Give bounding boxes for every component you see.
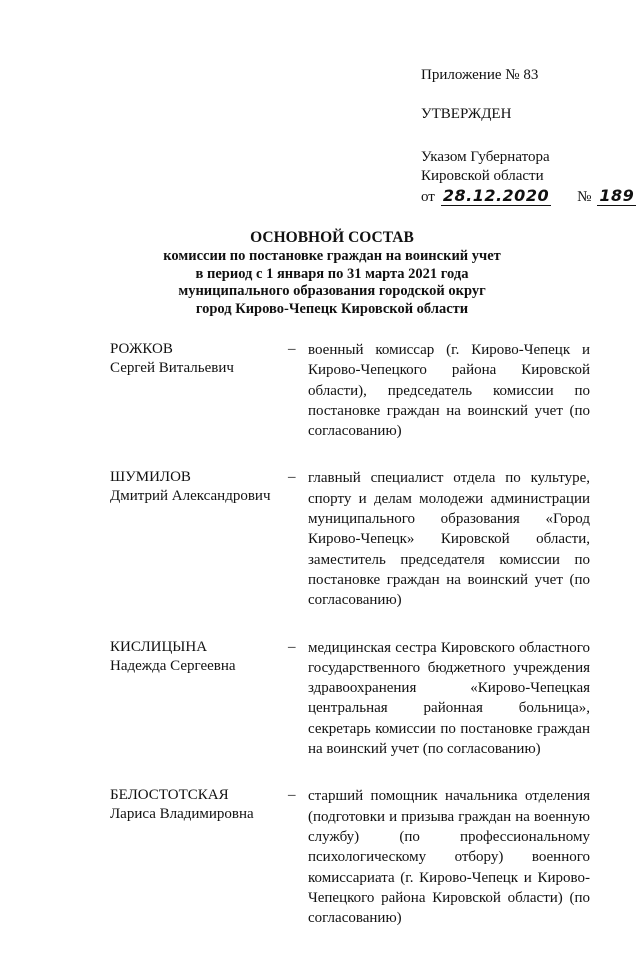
member-name [110, 340, 288, 378]
member-surname: КИСЛИЦЫНА [110, 638, 208, 655]
dash-separator: – [288, 469, 296, 486]
member-surname: РОЖКОВ [110, 341, 173, 357]
title-line-1: комиссии по постановке граждан на воинский учет [163, 248, 501, 264]
number-prefix: № [577, 189, 592, 205]
approval-block [421, 66, 636, 207]
member-role: главный специалист отдела по культуре, спорту и делам молодежи администрации муниципального образования «Город Кирово-Чепецк» Кировской области, заместитель председателя комиссии по постановке граждан на воинский учет (по согласованию) [308, 470, 590, 609]
dash-separator: – [288, 787, 296, 804]
appendix-number: Приложение № 83 [421, 67, 539, 83]
decree-line-1: Указом Губернатора [421, 149, 550, 165]
dash-separator: – [288, 638, 296, 655]
decree-line-2: Кировской области [421, 168, 544, 184]
member-entry [110, 340, 590, 441]
title-line-4: город Кирово-Чепецк Кировской области [195, 300, 469, 317]
member-given-names: Надежда Сергеевна [110, 657, 236, 674]
handwritten-date: 28.12.2020 [442, 186, 550, 205]
members-list [110, 340, 590, 955]
approved-label: УТВЕРЖДЕН [421, 106, 512, 122]
document-heading [120, 228, 544, 318]
dash-separator: – [288, 341, 296, 357]
member-entry [110, 468, 590, 610]
member-role: военный комиссар (г. Кирово-Чепецк и Кирово-Чепецкого района Кировской области), председатель комиссии по постановке граждан на воинский учет (по согласованию) [308, 342, 590, 440]
member-given-names: Сергей Витальевич [110, 360, 234, 376]
document-title: ОСНОВНОЙ СОСТАВ [250, 229, 414, 246]
handwritten-number: 189 [599, 186, 635, 205]
member-surname: БЕЛОСТОТСКАЯ [110, 787, 229, 804]
member-surname: ШУМИЛОВ [110, 469, 191, 486]
member-role: медицинская сестра Кировского областного государственного бюджетного учреждения здравоохранения «Кирово-Чепецкая центральная районная больница», секретарь комиссии по постановке граждан на воинский учет (по согласованию) [308, 639, 590, 758]
member-entry [110, 786, 590, 928]
title-line-3: муниципального образования городской округ [178, 283, 486, 299]
member-given-names: Лариса Владимировна [110, 806, 254, 823]
member-name [110, 638, 288, 676]
member-name [110, 786, 288, 824]
member-name [110, 468, 288, 506]
member-given-names: Дмитрий Александрович [110, 488, 271, 505]
decree-date-row [421, 186, 636, 207]
member-role: старший помощник начальника отделения (подготовки и призыва граждан на военную службу) (по профессиональному психологическому отбору) военного комиссариата (г. Кирово-Чепецк и Кирово-Чепецкого района Кировской области) (по согласованию) [308, 788, 590, 927]
member-entry [110, 638, 590, 760]
date-prefix: от [421, 189, 435, 205]
title-line-2: в период с 1 января по 31 марта 2021 года [195, 265, 469, 282]
